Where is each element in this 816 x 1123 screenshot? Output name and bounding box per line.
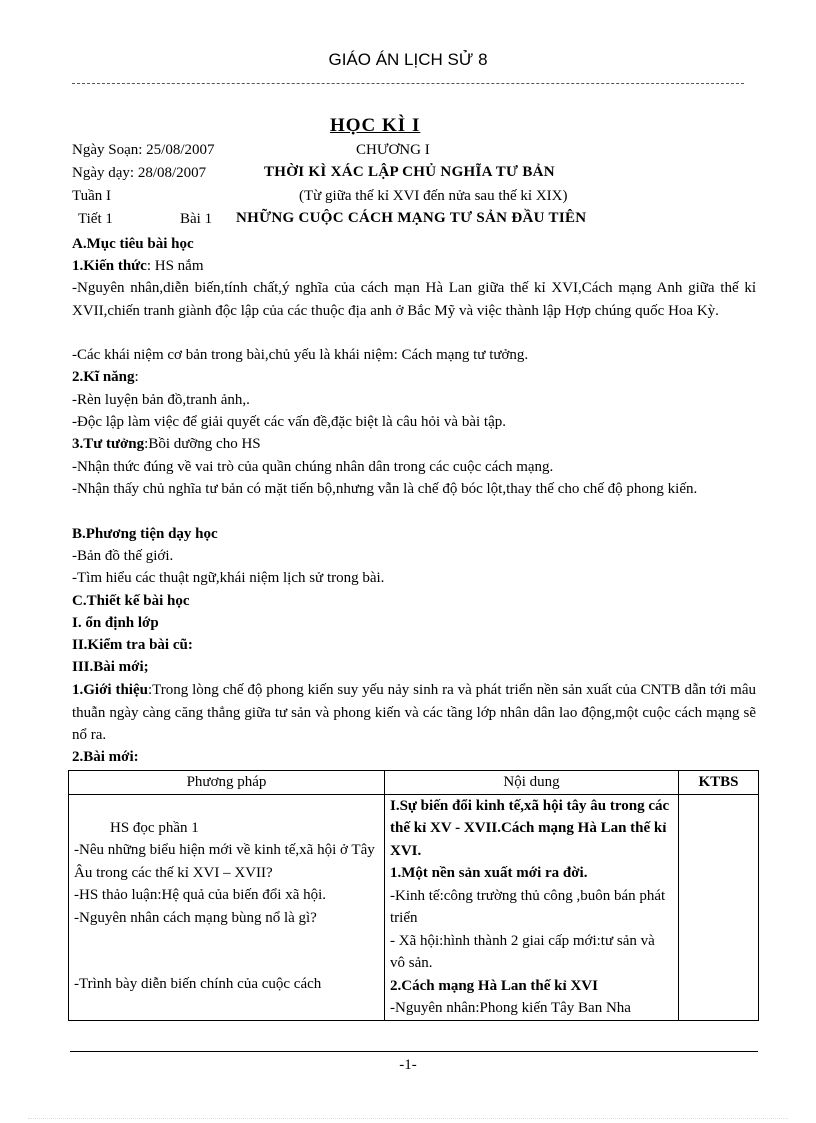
chapter-label: CHƯƠNG I	[356, 142, 430, 158]
method-line-2: -Nêu những biểu hiện mới về kinh tế,xã hội ở Tây Âu trong các thế kỉ XVI – XVII?	[74, 842, 375, 881]
knowledge-paragraph-1: -Nguyên nhân,diễn biến,tính chất,ý nghĩa của cách mạn Hà Lan giữa thế kỉ XVI,Cách mạng Anh giữa thế kỉ XVII,chiến tranh giành độc lập của các thuộc địa anh ở Bắc Mỹ và việc thành lập Hợp chúng quốc Hoa Kỳ.	[72, 280, 756, 319]
method-line-3: -HS thảo luận:Hệ quả của biến đổi xã hội.	[74, 887, 327, 903]
section-b-item-2: -Tìm hiểu các thuật ngữ,khái niệm lịch sử trong bài.	[72, 570, 385, 586]
thought-paragraph-2: -Nhận thấy chủ nghĩa tư bản có mặt tiến bộ,nhưng vẫn là chế độ bóc lột,thay thế cho chế độ phong kiến.	[72, 481, 698, 497]
document-header: GIÁO ÁN LỊCH SỬ 8	[328, 50, 488, 69]
method-cell	[69, 794, 385, 1020]
lesson-table	[68, 770, 759, 1021]
method-line-5: -Trình bày diễn biến chính của cuộc cách	[74, 976, 322, 992]
section-c-step-3: III.Bài mới;	[72, 659, 149, 675]
thought-heading: 3.Tư tưởng:Bồi dưỡng cho HS	[72, 436, 261, 452]
header-ktbs: KTBS	[679, 771, 759, 795]
content-cell	[385, 794, 679, 1020]
section-c-step-2: II.Kiểm tra bài cũ:	[72, 637, 193, 653]
method-line-1: HS đọc phần 1	[110, 819, 199, 836]
table-header-row	[69, 771, 759, 795]
section-b-heading: B.Phương tiện dạy học	[72, 526, 218, 542]
content-heading-1: I.Sự biến đổi kinh tế,xã hội tây âu trong các thế kỉ XV - XVII.Cách mạng Hà Lan thế kỉ XVI.	[390, 797, 670, 859]
skills-heading: 2.Kĩ năng:	[72, 369, 139, 385]
date-prepared: Ngày Soạn: 25/08/2007	[72, 142, 215, 158]
page-bottom-border	[28, 1118, 788, 1119]
lesson-title: NHỮNG CUỘC CÁCH MẠNG TƯ SẢN ĐẦU TIÊN	[236, 210, 587, 226]
lesson-number: Bài 1	[180, 211, 213, 227]
header-divider	[72, 83, 744, 84]
ktbs-cell	[679, 794, 759, 1020]
method-line-4: -Nguyên nhân cách mạng bùng nổ là gì?	[74, 909, 317, 926]
date-taught: Ngày dạy: 28/08/2007	[72, 165, 207, 181]
skills-paragraph-2: -Độc lập làm việc để giải quyết các vấn đề,đặc biệt là câu hỏi và bài tập.	[72, 414, 506, 430]
header-method: Phương pháp	[69, 771, 385, 795]
section-a-heading: A.Mục tiêu bài học	[72, 236, 194, 252]
week: Tuần I	[72, 188, 112, 204]
introduction-paragraph: 1.Giới thiệu:Trong lòng chế độ phong kiến suy yếu nảy sinh ra và phát triển nền sản xuất của CNTB dẫn tới mâu thuẫn ngày càng căng thẳng giữa tư sản và phong kiến và các tầng lớp nhân dân lao động,một cuộc cách mạng sẽ nổ ra.	[72, 682, 756, 743]
skills-paragraph-1: -Rèn luyện bản đồ,tranh ảnh,.	[72, 392, 250, 408]
content-line-3: -Nguyên nhân:Phong kiến Tây Ban Nha	[390, 1000, 631, 1016]
thought-paragraph-1: -Nhận thức đúng về vai trò của quần chúng nhân dân trong các cuộc cách mạng.	[72, 459, 554, 475]
knowledge-heading: 1.Kiến thức: HS nắm	[72, 258, 204, 274]
chapter-title: THỜI KÌ XÁC LẬP CHỦ NGHĨA TƯ BẢN	[264, 164, 555, 180]
content-heading-2: 1.Một nền sản xuất mới ra đời.	[390, 865, 588, 881]
knowledge-paragraph-2: -Các khái niệm cơ bản trong bài,chủ yếu là khái niệm: Cách mạng tư tưởng.	[72, 347, 529, 363]
content-heading-3: 2.Cách mạng Hà Lan thế kỉ XVI	[390, 977, 598, 994]
table-row	[69, 794, 759, 1020]
chapter-subtitle: (Từ giữa thế kỉ XVI đến nửa sau thế kỉ XIX)	[299, 188, 568, 204]
semester-title: HỌC KÌ I	[330, 115, 421, 136]
section-c-step-1: I. ổn định lớp	[72, 615, 159, 631]
page-number: -1-	[399, 1057, 417, 1073]
section-c-heading: C.Thiết kế bài học	[72, 593, 190, 609]
content-line-1: -Kinh tế:công trường thủ công ,buôn bán phát triển	[390, 887, 666, 926]
section-b-item-1: -Bản đồ thế giới.	[72, 548, 174, 564]
content-line-2: - Xã hội:hình thành 2 giai cấp mới:tư sản và vô sản.	[390, 932, 655, 971]
header-content: Nội dung	[385, 771, 679, 795]
footer-divider	[70, 1051, 758, 1052]
new-lesson-heading: 2.Bài mới:	[72, 749, 139, 765]
period: Tiết 1	[78, 211, 113, 227]
